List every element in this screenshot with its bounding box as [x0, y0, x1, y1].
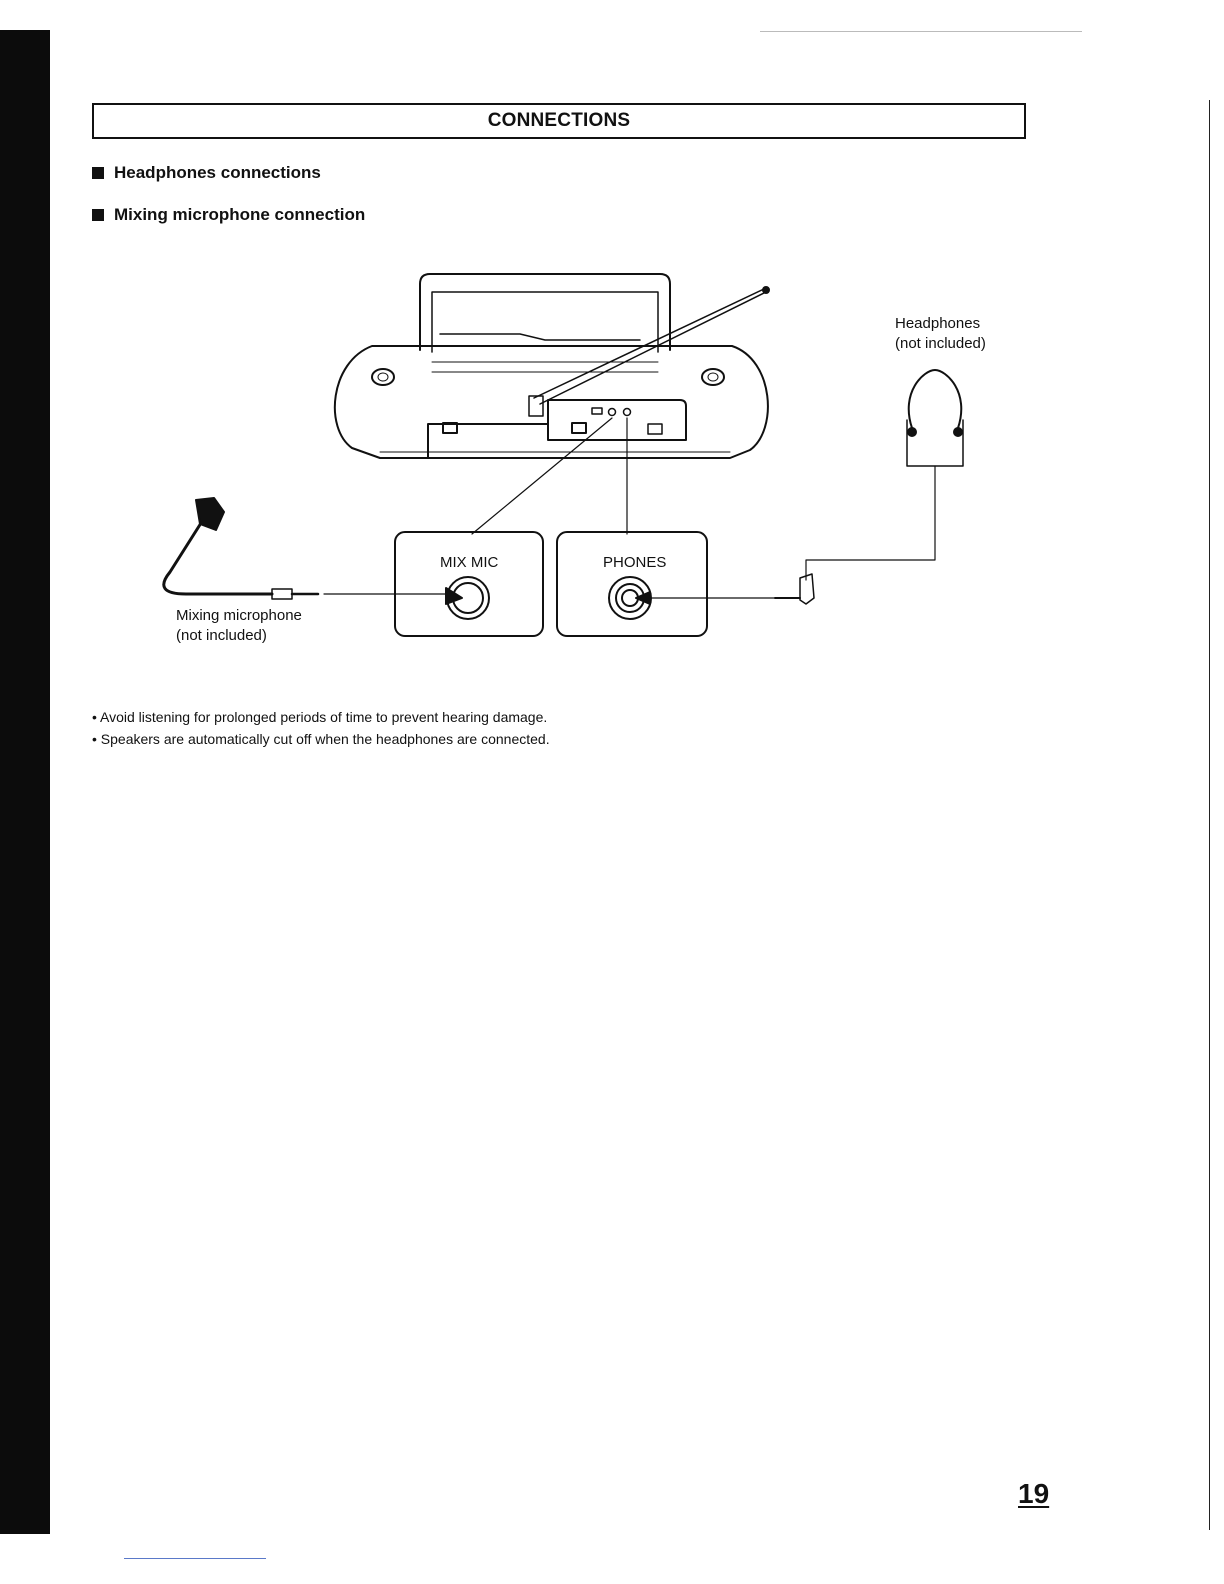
mic-caption-line1: Mixing microphone [176, 607, 302, 624]
section-title: CONNECTIONS [487, 110, 631, 131]
heading-mixing-mic-label: Mixing microphone connection [114, 205, 366, 224]
mix-mic-label: MIX MIC [440, 554, 499, 571]
mic-caption-line2: (not included) [176, 627, 267, 644]
phones-label: PHONES [603, 554, 667, 571]
note-item: • Speakers are automatically cut off when the headphones are connected. [92, 731, 550, 747]
headphones-caption-line2: (not included) [895, 335, 986, 352]
headphones-caption-line1: Headphones [895, 315, 981, 332]
connection-diagram [0, 0, 1224, 700]
notes-list [92, 706, 550, 750]
microphone-illustration [164, 498, 462, 604]
headphones-caption [895, 314, 986, 354]
mic-caption [176, 606, 302, 646]
note-item: • Avoid listening for prolonged periods of time to prevent hearing damage. [92, 709, 548, 725]
heading-headphones-label: Headphones connections [114, 163, 321, 182]
footer-rule [124, 1558, 266, 1559]
boombox-illustration [335, 274, 769, 458]
leader-line-mix-mic [472, 418, 612, 534]
page-number: 19 [1018, 1478, 1050, 1509]
